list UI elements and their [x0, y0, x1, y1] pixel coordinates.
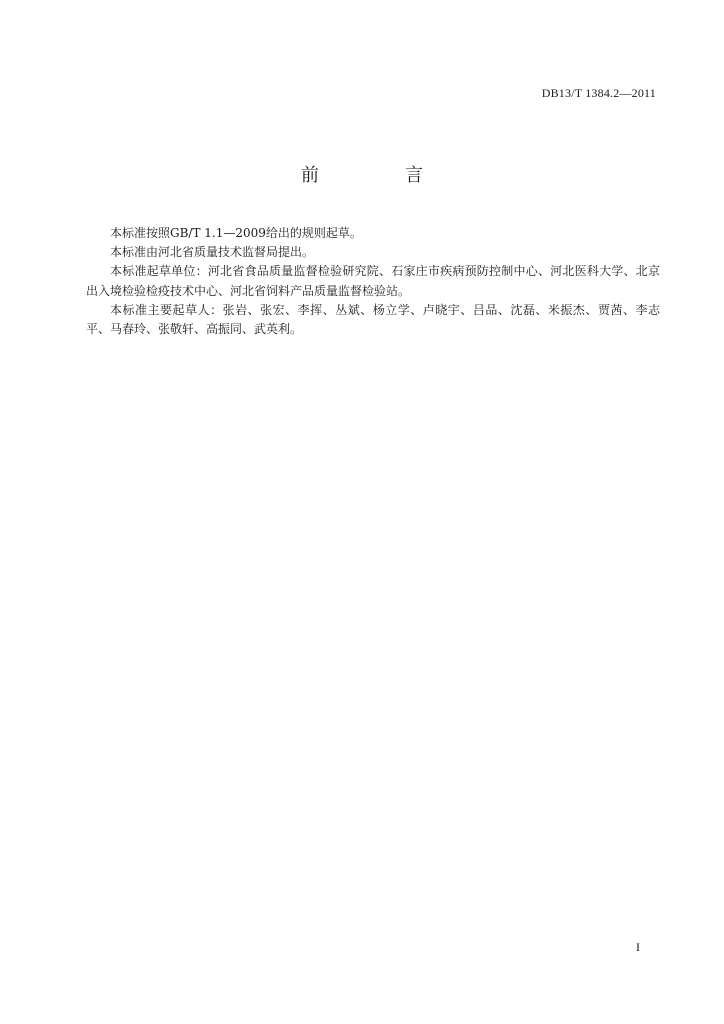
page-title: 前 言: [301, 165, 457, 186]
page-number: I: [636, 940, 640, 954]
paragraph-drafting-units: 本标准起草单位：河北省食品质量监督检验研究院、石家庄市疾病预防控制中心、河北医科大学、北京出入境检验检疫技术中心、河北省饲料产品质量监督检验站。: [86, 264, 660, 298]
foreword-body: [86, 224, 660, 339]
paragraph-proposer: 本标准由河北省质量技术监督局提出。: [110, 245, 315, 260]
paragraph-drafters: 本标准主要起草人：张岩、张宏、李挥、丛斌、杨立学、卢晓宇、吕品、沈磊、米振杰、贾茜、李志平、马春玲、张敬轩、高振同、武英利。: [86, 302, 660, 337]
paragraph-drafting-rules: 本标准按照GB/T 1.1—2009给出的规则起草。: [110, 226, 362, 240]
standard-code: DB13/T 1384.2—2011: [541, 86, 656, 100]
